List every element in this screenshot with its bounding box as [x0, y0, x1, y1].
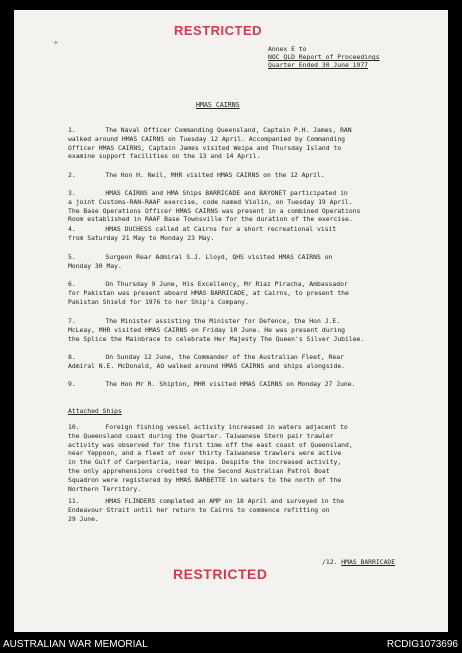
annex-line-1: Annex E to [268, 45, 307, 53]
paragraph-line: On Sunday 12 June, the Commander of the Australian Fleet, Rear [105, 353, 344, 361]
paragraph-number: 11. [68, 497, 80, 505]
paragraph-line: in the Gulf of Carpentaria, near Weipa. Despite the increased activity, [68, 458, 342, 467]
paragraph-number: 9. [68, 380, 76, 388]
margin-mark: ✧ [53, 38, 59, 48]
paragraph-line: Room established in RAAF Base Townsville for the duration of the exercise. [68, 215, 353, 224]
continuation-ship: HMAS BARRICADE [341, 558, 396, 566]
paragraph-line: the Splice the Mainbrace to celebrate Her Majesty The Queen's Silver Jubilee. [68, 334, 365, 343]
paragraph-line: The Minister assisting the Minister for Defence, the Hon J.E. [105, 317, 341, 325]
paragraph-number: 5. [68, 253, 76, 261]
paragraph-line: The Base Operations Officer HMAS CAIRNS was present in a combined Operations [68, 206, 361, 215]
paragraph-line: near Yeppoon, and a fleet of over thirty Taiwanese trawlers were active [68, 449, 342, 458]
paragraph-line: On Thursday 9 June, His Excellency, Mr Riaz Piracha, Ambassador [105, 280, 348, 288]
paragraph-line: examine support facilities on the 13 and 14 April. [68, 152, 261, 161]
paragraph-line: Endeavour Strait until her return to Cairns to commence refitting on [68, 505, 330, 514]
annex-reference [268, 45, 380, 69]
attached-ships-heading: Attached Ships [68, 407, 122, 415]
paragraph-line: The Hon H. Neil, MHR visited HMAS CAIRNS on the 12 April. [105, 171, 325, 179]
restricted-stamp-bottom: RESTRICTED [173, 566, 268, 582]
paragraph-line: the Queensland coast during the Quarter. Taiwanese Stern pair trawler [68, 431, 334, 440]
paragraph-number: 2. [68, 171, 76, 179]
paragraph-line: HMAS FLINDERS completed an AMP on 18 April and surveyed in the [105, 497, 344, 505]
paragraph-number: 3. [68, 189, 76, 197]
paragraph [68, 317, 408, 343]
paragraph-number: 8. [68, 353, 76, 361]
paragraph-line: Pakistan Shield for 1976 to her Ship's Company. [68, 297, 249, 306]
paragraph [68, 126, 408, 161]
paragraph-line: for Pakistan was present aboard HMAS BARRICADE, at Cairns, to present the [68, 288, 349, 297]
paragraph-line: a joint Customs-RAN-RAAF exercise, code named Violin, on Tuesday 19 April. [68, 197, 353, 206]
paragraph-number: 6. [68, 280, 76, 288]
archive-id: RCDIG1073696 [386, 639, 458, 650]
paragraph-number: 7. [68, 317, 76, 325]
paragraph [68, 353, 408, 371]
paragraph-line: Foreign fishing vessel activity increased in waters adjacent to [105, 423, 348, 431]
annex-line-3: Quarter Ended 30 June 1977 [268, 61, 369, 69]
paragraph-line: McLeay, MHR visited HMAS CAIRNS on Friday 10 June. He was present during [68, 325, 346, 334]
paragraph-line: Surgeon Rear Admiral S.J. Lloyd, QHS visited HMAS CAIRNS on [105, 253, 333, 261]
paragraph-number: 4. [68, 225, 76, 233]
paragraph [68, 225, 408, 243]
paragraph-line: The Naval Officer Commanding Queensland, Captain P.H. James, RAN [105, 126, 352, 134]
annex-line-2: NOC QLD Report of Proceedings [268, 53, 380, 61]
paragraph-line: Officer HMAS CAIRNS, Captain James visited Weipa and Thursday Island to [68, 143, 342, 152]
paragraph [68, 171, 408, 180]
restricted-stamp-top: RESTRICTED [174, 23, 263, 38]
paragraph-line: from Saturday 21 May to Monday 23 May. [68, 233, 215, 242]
paragraph-line: HMAS CAIRNS and HMA Ships BARRICADE and BAYONET participated in [105, 189, 348, 197]
paragraph-line: Monday 30 May. [68, 261, 122, 270]
paragraph [68, 280, 408, 306]
paragraph-line: Admiral N.E. McDonald, AO walked around HMAS CAIRNS and ships alongside. [68, 361, 346, 370]
paragraph-line: activity was observed for the first time off the east coast of Queensland, [68, 440, 353, 449]
paragraph-line: The Hon Mr R. Shipton, MHR visited HMAS CAIRNS on Monday 27 June. [105, 380, 356, 388]
paragraph [68, 380, 408, 389]
continuation-reference [322, 558, 395, 566]
paragraph-line: 29 June. [68, 514, 99, 523]
paragraph-line: the only apprehensions credited to the Second Australian Patrol Boat [68, 466, 330, 475]
paragraph [68, 189, 408, 224]
paragraph-number: 10. [68, 423, 80, 431]
paragraph [68, 253, 408, 271]
archive-name: AUSTRALIAN WAR MEMORIAL [3, 639, 148, 650]
paragraph [68, 423, 408, 493]
document-title: HMAS CAIRNS [196, 101, 240, 109]
paragraph [68, 497, 408, 523]
paragraph-line: Squadron were registered by HMAS BARBETTE in waters to the north of the [68, 475, 342, 484]
archive-caption [0, 638, 462, 653]
paragraph-line: HMAS DUCHESS called at Cairns for a short recreational visit [105, 225, 337, 233]
paragraph-line: walked around HMAS CAIRNS on Tuesday 12 April. Accompanied by Commanding [68, 134, 346, 143]
paragraph-number: 1. [68, 126, 76, 134]
paragraph-line: Northern Territory. [68, 484, 142, 493]
continuation-prefix: /12. [322, 558, 342, 566]
